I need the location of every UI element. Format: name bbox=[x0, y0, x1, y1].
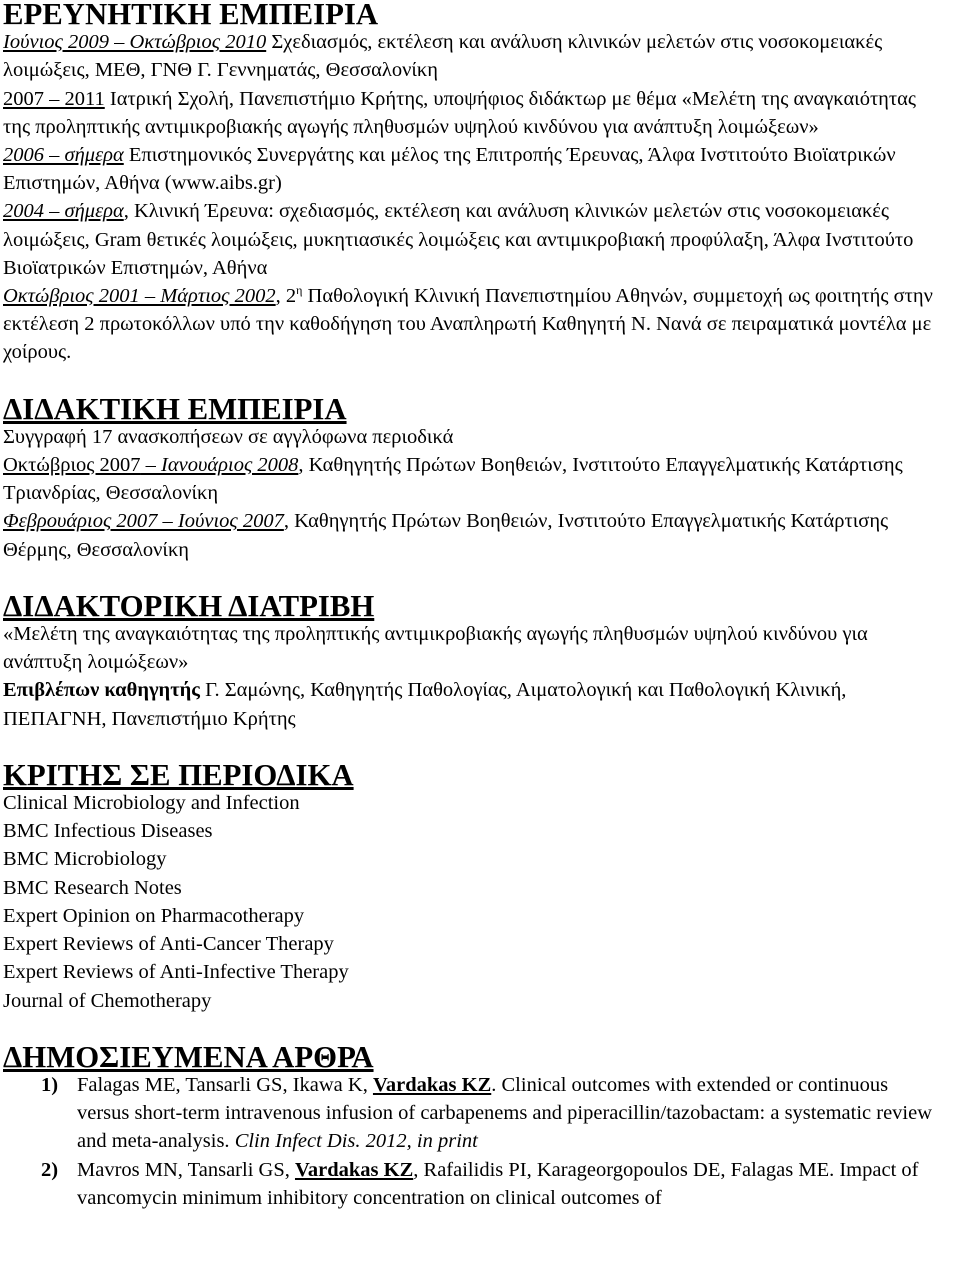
journal-item: BMC Microbiology bbox=[3, 848, 167, 871]
publication-item: 2) Mavros MN, Tansarli GS, Vardakas KZ, Rafailidis PI, Karageorgopoulos DE, Falagas ME. Impact of vancomycin minimum inhibitory concentration on clinical outcomes of bbox=[3, 1156, 940, 1212]
research-entry: 2006 – σήμερα Επιστημονικός Συνεργάτης και μέλος της Επιτροπής Έρευνας, Άλφα Ινστιτούτο Βιοϊατρικών Επιστημών, Αθήνα (www.aibs.gr) bbox=[3, 144, 896, 195]
journal-item: Journal of Chemotherapy bbox=[3, 989, 212, 1012]
teaching-section bbox=[3, 391, 940, 564]
teaching-entry: Φεβρουάριος 2007 – Ιούνιος 2007, Καθηγητής Πρώτων Βοηθειών, Ινστιτούτο Επαγγελματικής Κατάρτισης Θέρμης, Θεσσαλονίκη bbox=[3, 510, 889, 561]
publications-section bbox=[3, 1039, 940, 1212]
journal-item: BMC Infectious Diseases bbox=[3, 820, 213, 843]
research-entry: 2007 – 2011 Ιατρική Σχολή, Πανεπιστήμιο Κρήτης, υποψήφιος διδάκτωρ με θέμα «Μελέτη της αναγκαιότητας της προληπτικής αντιμικροβιακής αγωγής πληθυσμών υψηλού κινδύνου για ανάπτυξη λοιμώξεων» bbox=[3, 87, 917, 138]
section-title: ΕΡΕΥΝΗΤΙΚΗ ΕΜΠΕΙΡΙΑ bbox=[3, 0, 379, 31]
section-title: ΔΙΔΑΚΤΙΚΗ ΕΜΠΕΙΡΙΑ bbox=[3, 391, 347, 426]
thesis-supervisor: Επιβλέπων καθηγητής Γ. Σαμώνης, Καθηγητής Παθολογίας, Αιματολογική και Παθολογική Κλινική, ΠΕΠΑΓΝΗ, Πανεπιστήμιο Κρήτης bbox=[3, 679, 847, 730]
journal-item: Expert Reviews of Anti-Cancer Therapy bbox=[3, 933, 334, 956]
research-entry: 2004 – σήμερα, Κλινική Έρευνα: σχεδιασμός, εκτέλεση και ανάλυση κλινικών μελετών στις νοσοκομειακές λοιμώξεις, Gram θετικές λοιμώξεις, μυκητιασικές λοιμώξεις και αντιμικροβιακή προφύλαξη, Άλφα Ινστιτούτο Βιοϊατρικών Επιστημών, Αθήνα bbox=[3, 200, 914, 279]
teaching-summary: Συγγραφή 17 ανασκοπήσεων σε αγγλόφωνα περιοδικά bbox=[3, 425, 454, 448]
journal-list bbox=[3, 789, 940, 1015]
research-entry: Οκτώβριος 2001 – Μάρτιος 2002, $2^\eta$ Παθολογική Κλινική Πανεπιστημίου Αθηνών, συμμετοχή ως φοιτητής στην εκτέλεση 2 πρωτοκόλλων υπό την καθοδήγηση του Αναπληρωτή Καθηγητή Ν. Νανά σε πειραματικά μοντέλα με χοίρους. bbox=[3, 283, 933, 364]
teaching-entry: Οκτώβριος 2007 – Ιανουάριος 2008, Καθηγητής Πρώτων Βοηθειών, Ινστιτούτο Επαγγελματικής Κατάρτισης Τριανδρίας, Θεσσαλονίκη bbox=[3, 454, 903, 505]
thesis-section bbox=[3, 588, 940, 733]
journal-item: Expert Opinion on Pharmacotherapy bbox=[3, 904, 305, 927]
section-title: ΚΡΙΤΗΣ ΣΕ ΠΕΡΙΟΔΙΚΑ bbox=[3, 757, 354, 792]
section-title: ΔΙΔΑΚΤΟΡΙΚΗ ΔΙΑΤΡΙΒΗ bbox=[3, 588, 375, 623]
research-section bbox=[3, 0, 940, 367]
journal-citation: Clin Infect Dis. 2012, in print bbox=[234, 1130, 478, 1153]
journal-item: Clinical Microbiology and Infection bbox=[3, 792, 300, 815]
reviewer-section bbox=[3, 757, 940, 1015]
section-title: ΔΗΜΟΣΙΕΥΜΕΝΑ ΑΡΘΡΑ bbox=[3, 1039, 374, 1074]
publication-number: 2) bbox=[41, 1158, 59, 1181]
highlighted-author: Vardakas KZ bbox=[372, 1073, 492, 1096]
highlighted-author: Vardakas KZ bbox=[294, 1158, 414, 1181]
thesis-topic: «Μελέτη της αναγκαιότητας της προληπτικής αντιμικροβιακής αγωγής πληθυσμών υψηλού κινδύνου για ανάπτυξη λοιμώξεων» bbox=[3, 623, 868, 674]
publication-number: 1) bbox=[41, 1073, 59, 1096]
journal-item: Expert Reviews of Anti-Infective Therapy bbox=[3, 961, 349, 984]
publication-item: 1) Falagas ME, Tansarli GS, Ikawa K, Vardakas KZ. Clinical outcomes with extended or continuous versus short-term intravenous infusion of carbapenems and piperacillin/tazobactam: a systematic review and meta-analysis. Clin Infect Dis. 2012, in print bbox=[3, 1071, 940, 1156]
publication-list bbox=[3, 1071, 940, 1212]
research-entry: Ιούνιος 2009 – Οκτώβριος 2010 Σχεδιασμός, εκτέλεση και ανάλυση κλινικών μελετών στις νοσοκομειακές λοιμώξεις, ΜΕΘ, ΓΝΘ Γ. Γεννηματάς, Θεσσαλονίκη bbox=[3, 31, 883, 82]
journal-item: BMC Research Notes bbox=[3, 876, 182, 899]
